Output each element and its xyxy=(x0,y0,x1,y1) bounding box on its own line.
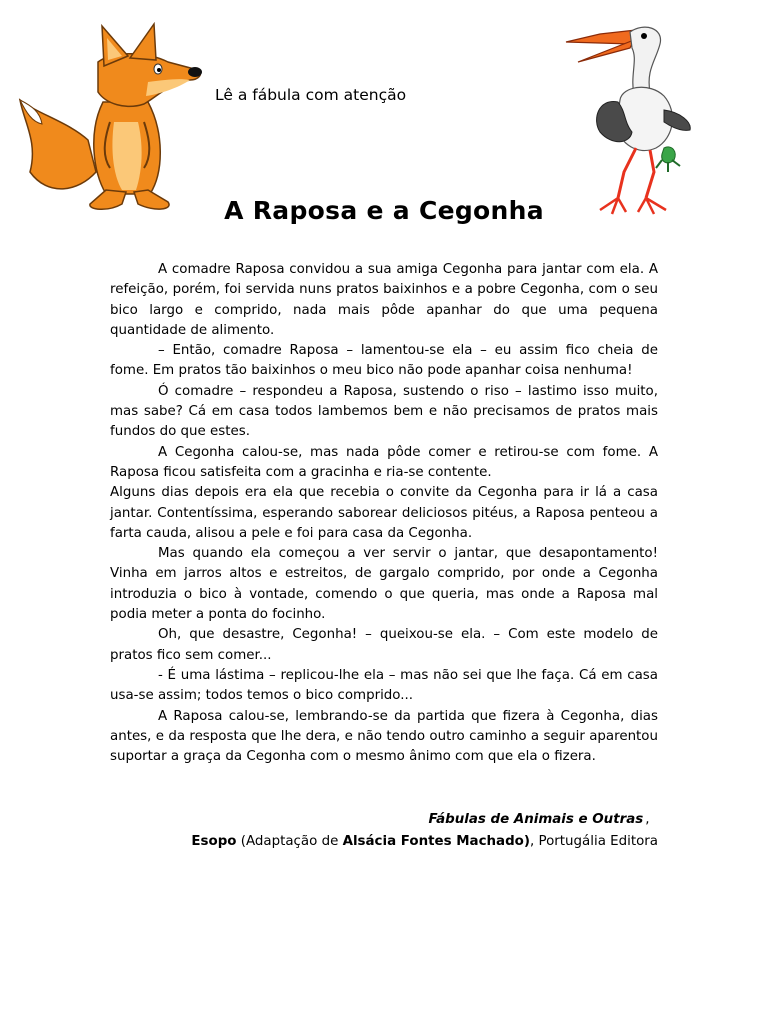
source-author-line xyxy=(110,831,658,853)
story-paragraph-1: A comadre Raposa convidou a sua amiga Cegonha para jantar com ela. A refeição, porém, foi servida nuns pratos baixinhos e a pobre Cegonha, com o seu bico largo e comprido, nada mais pôde apanhar do que uma pequena quantidade de alimento. xyxy=(110,262,658,338)
source-adapter: Alsácia Fontes Machado) xyxy=(342,834,530,849)
story-body xyxy=(110,260,658,767)
fox-illustration xyxy=(18,22,203,217)
source-author: Esopo xyxy=(191,834,237,849)
story-title-text: A Raposa e a Cegonha xyxy=(224,196,544,225)
story-paragraph-5: Alguns dias depois era ela que recebia o convite da Cegonha para ir lá a casa jantar. Contentíssima, esperando saborear deliciosos pitéus, a Raposa penteou a farta cauda, alisou a pele e foi para casa da Cegonha. xyxy=(110,485,658,541)
source-publisher: , Portugália Editora xyxy=(530,834,658,849)
story-paragraph-2: – Então, comadre Raposa – lamentou-se ela – eu assim fico cheia de fome. Em pratos tão baixinhos o meu bico não pode apanhar coisa nenhuma! xyxy=(110,343,658,379)
instruction-text: Lê a fábula com atenção xyxy=(215,86,407,104)
story-paragraph-8: - É uma lástima – replicou-lhe ela – mas não sei que lhe faça. Cá em casa usa-se assim; todos temos o bico comprido... xyxy=(110,667,658,704)
story-paragraph-6: Mas quando ela começou a ver servir o jantar, que desapontamento! Vinha em jarros altos e estreitos, de gargalo comprido, por onde a Cegonha introduzia o bico à vontade, comendo o que queria, mas onde a Raposa mal podia meter a ponta do focinho. xyxy=(110,546,658,623)
source-citation xyxy=(110,809,658,853)
source-book-title: Fábulas de Animais e Outras xyxy=(428,812,644,827)
source-book-line xyxy=(110,809,658,831)
source-book-suffix: , xyxy=(645,812,650,827)
story-paragraph-4: A Cegonha calou-se, mas nada pôde comer e retirou-se com fome. A Raposa ficou satisfeita com a gracinha e ria-se contente. xyxy=(110,444,658,480)
story-paragraph-7: Oh, que desastre, Cegonha! – queixou-se ela. – Com este modelo de pratos fico sem comer... xyxy=(110,627,658,663)
story-paragraph-3: Ó comadre – respondeu a Raposa, sustendo o riso – lastimo isso muito, mas sabe? Cá em casa todos lambemos bem e não precisamos de pratos mais fundos do que estes. xyxy=(110,383,658,440)
source-adapt-prefix: (Adaptação de xyxy=(236,834,343,849)
story-paragraph-9: A Raposa calou-se, lembrando-se da partida que fizera à Cegonha, dias antes, e da resposta que lhe dera, e não tendo outro caminho a seguir aparentou suportar a graça da Cegonha com o mesmo ânimo com que ela o fizera. xyxy=(110,708,658,765)
story-title xyxy=(0,196,768,225)
stork-illustration xyxy=(560,22,695,217)
